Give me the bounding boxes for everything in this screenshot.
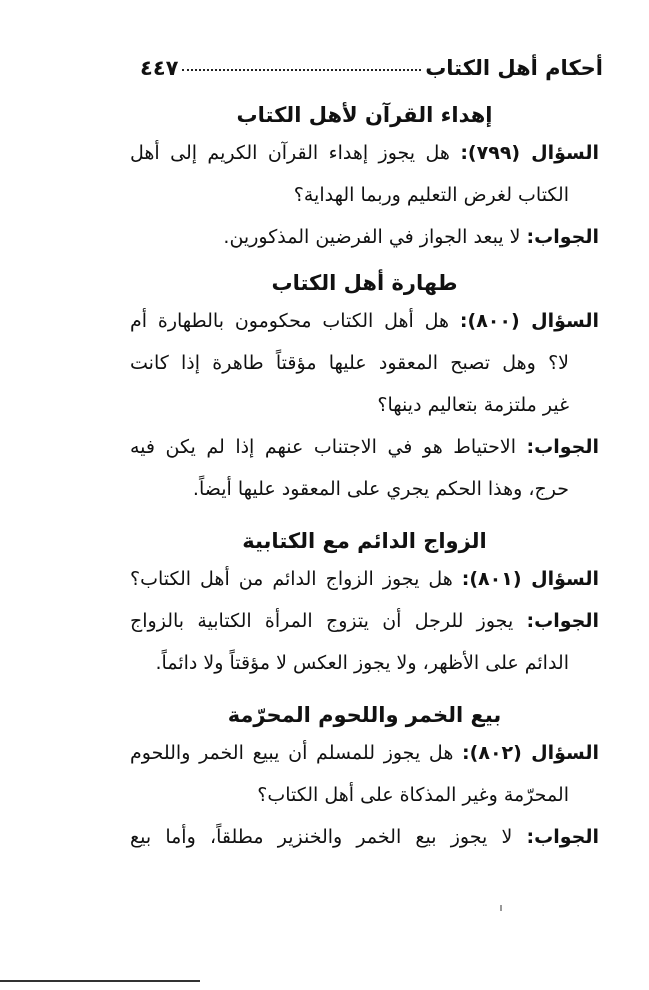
section-purity [130,266,599,510]
answer-line [130,600,599,642]
leader-dots [182,69,421,71]
scan-speck [500,905,502,911]
answer-line [130,816,599,858]
answer-text: يجوز للرجل أن يتزوج المرأة الكتابية بالزواج [130,610,514,632]
question-line [130,132,599,174]
answer-line: حرج، وهذا الحكم يجري على المعقود عليها أيضاً. [192,478,569,500]
answer-label: الجواب: [526,226,599,248]
question-line [130,300,599,342]
answer-label: الجواب: [526,826,599,848]
question-text: هل يجوز الزواج الدائم من أهل الكتاب؟ [130,568,453,590]
question-line: الكتاب لغرض التعليم وربما الهداية؟ [293,184,569,206]
answer-label: الجواب: [526,610,599,632]
question-line [130,732,599,774]
question-line: لا؟ وهل تصبح المعقود عليها مؤقتاً طاهرة إذا كانت [130,352,569,374]
answer-label: الجواب: [526,436,599,458]
question-line: المحرّمة وغير المذكاة على أهل الكتاب؟ [257,784,569,806]
running-header [140,56,603,86]
answer-text: لا يبعد الجواز في الفرضين المذكورين. [223,226,521,248]
question-text: هل يجوز للمسلم أن يبيع الخمر واللحوم [130,742,454,764]
question-label: السؤال (٨٠٢): [462,742,599,764]
section-title: الزواج الدائم مع الكتابية [242,529,487,553]
question-line [130,558,599,600]
section-title: بيع الخمر واللحوم المحرّمة [227,703,502,727]
question-label: السؤال (٨٠١): [461,568,599,590]
answer-line [130,216,599,258]
section-title: طهارة أهل الكتاب [271,271,458,295]
section-title: إهداء القرآن لأهل الكتاب [236,103,493,127]
question-label: السؤال (٧٩٩): [460,142,599,164]
answer-line [130,426,599,468]
section-quran-gift [130,98,599,258]
section-permanent-marriage [130,524,599,684]
question-text: هل أهل الكتاب محكومون بالطهارة أم [130,310,450,332]
page-number: ٤٤٧ [140,56,179,80]
answer-text: الاحتياط هو في الاجتناب عنهم إذا لم يكن فيه [130,436,516,458]
question-text: هل يجوز إهداء القرآن الكريم إلى أهل [130,142,450,164]
answer-text: لا يجوز بيع الخمر والخنزير مطلقاً، وأما بيع [130,826,513,848]
question-label: السؤال (٨٠٠): [459,310,599,332]
section-wine-meat-sale [130,698,599,858]
question-line: غير ملتزمة بتعاليم دينها؟ [377,394,569,416]
answer-line: الدائم على الأظهر، ولا يجوز العكس لا مؤقتاً ولا دائماً. [155,652,569,674]
page-content [130,98,599,858]
bottom-rule [0,980,200,982]
book-title: أحكام أهل الكتاب [425,56,603,80]
